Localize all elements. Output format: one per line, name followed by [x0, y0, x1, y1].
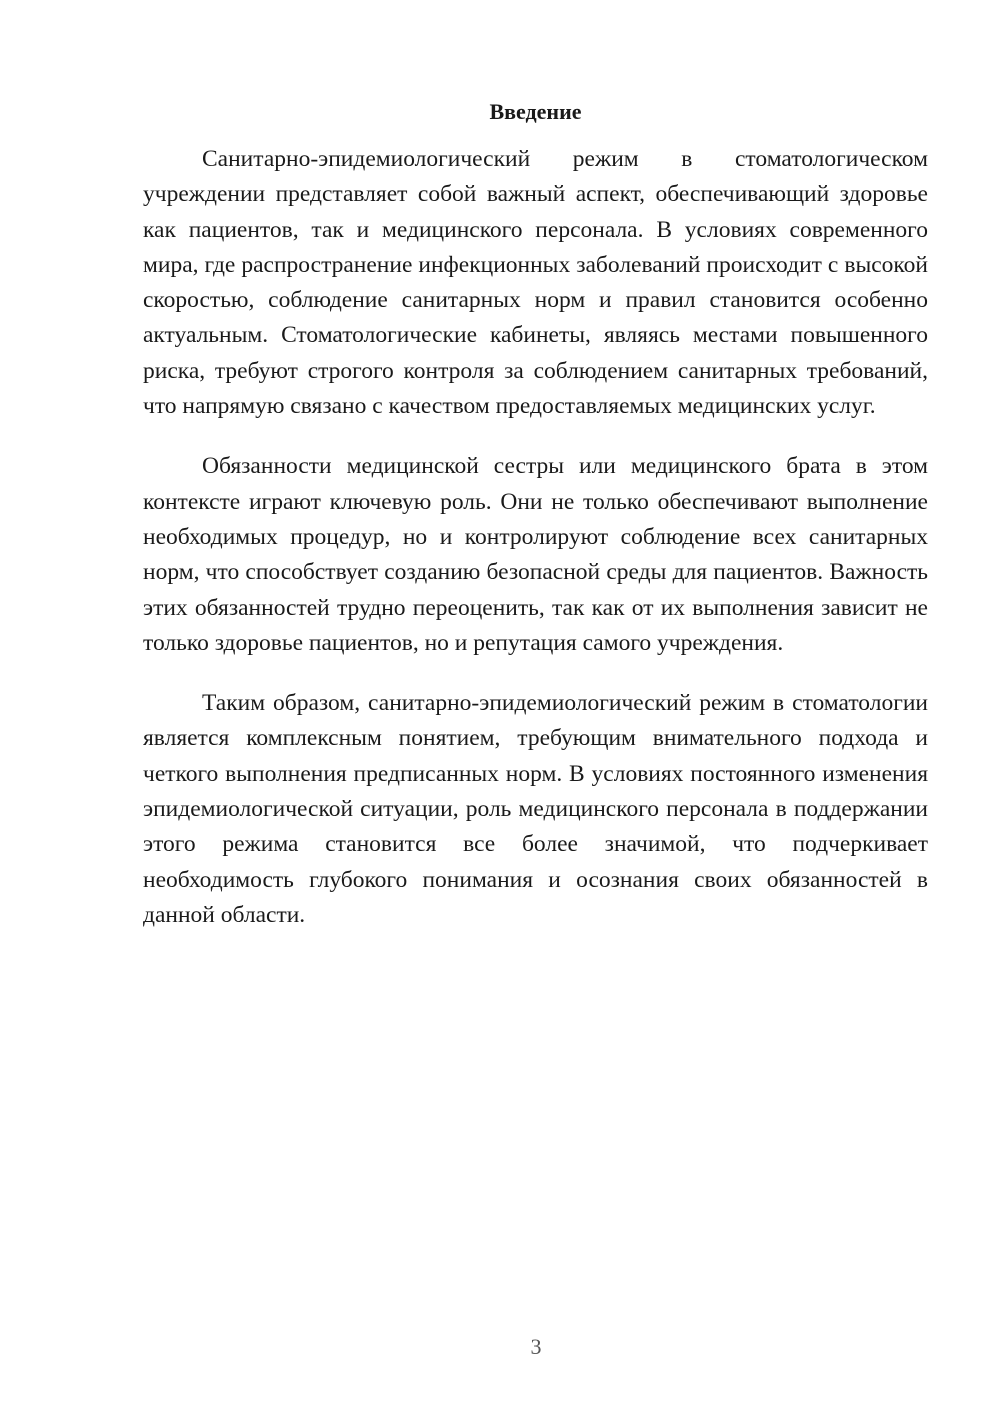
- page-number: 3: [530, 1334, 542, 1359]
- section-heading: Введение: [489, 99, 582, 124]
- paragraph-3: Таким образом, санитарно-эпидемиологический режим в стоматологии является комплексным понятием, требующим внимательного подхода и четкого выполнения предписанных норм. В условиях постоянного изменения эпидемиологической ситуации, роль медицинского персонала в поддержании этого режима становится все более значимой, что подчеркивает необходимость глубокого понимания и осознания своих обязанностей в данной области.: [143, 690, 928, 928]
- paragraph-1: Санитарно-эпидемиологический режим в стоматологическом учреждении представляет собой важный аспект, обеспечивающий здоровье как пациентов, так и медицинского персонала. В условиях современного мира, где распространение инфекционных заболеваний происходит с высокой скоростью, соблюдение санитарных норм и правил становится особенно актуальным. Стоматологические кабинеты, являясь местами повышенного риска, требуют строгого контроля за соблюдением санитарных требований, что напрямую связано с качеством предоставляемых медицинских услуг.: [143, 146, 928, 420]
- body-text: [143, 142, 928, 958]
- paragraph-2: Обязанности медицинской сестры или медицинского брата в этом контексте играют ключевую роль. Они не только обеспечивают выполнение необходимых процедур, но и контролируют соблюдение всех санитарных норм, что способствует созданию безопасной среды для пациентов. Важность этих обязанностей трудно переоценить, так как от их выполнения зависит не только здоровье пациентов, но и репутация самого учреждения.: [143, 453, 928, 656]
